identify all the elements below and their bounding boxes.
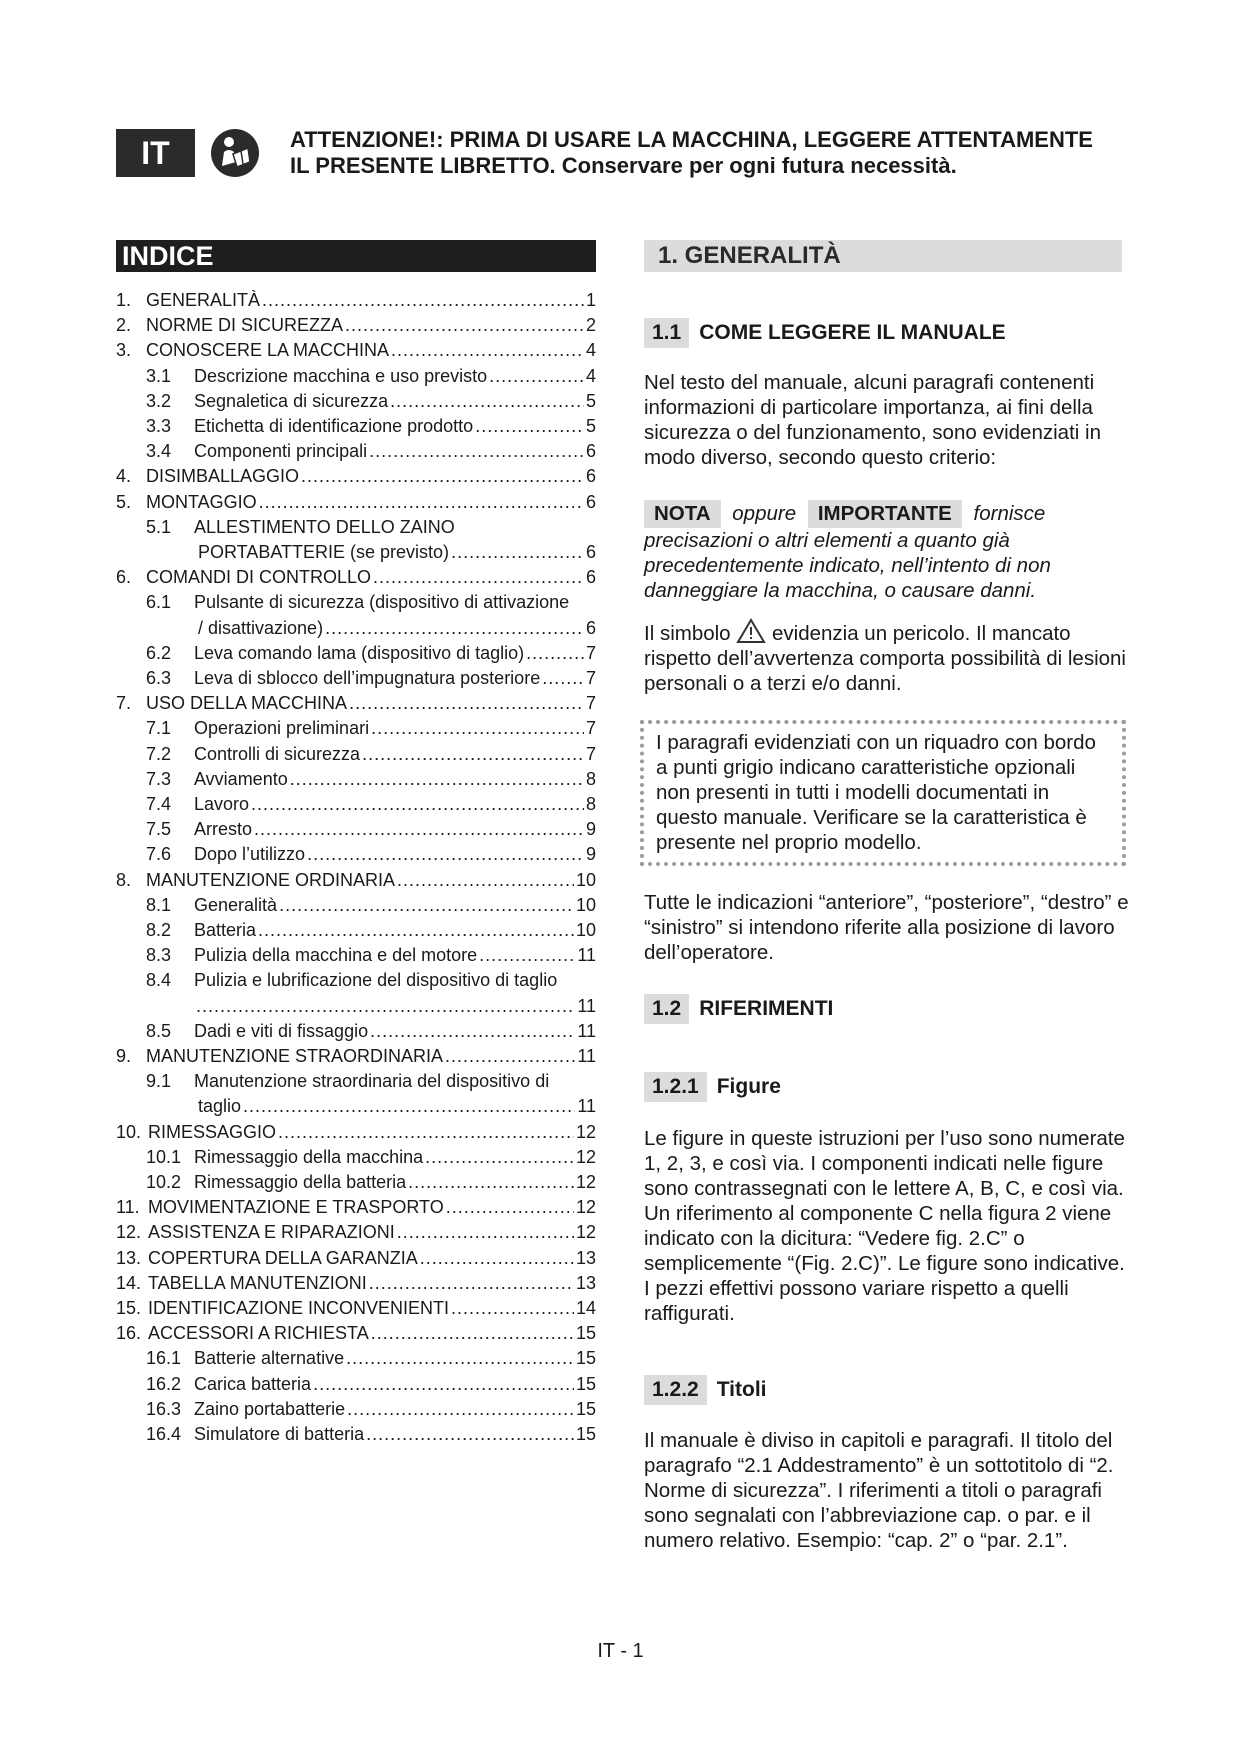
toc-dot-leader (391, 338, 584, 362)
toc-entry (116, 1422, 596, 1446)
toc-entry-title: GENERALITÀ (146, 290, 261, 310)
index-title: INDICE (116, 240, 596, 272)
toc-entry-page: 9 (585, 819, 596, 840)
toc-entry-title: IDENTIFICAZIONE INCONVENIENTI (148, 1298, 450, 1318)
toc-entry (116, 666, 596, 690)
toc-entry-number: 10.2 (146, 1172, 182, 1192)
subsection-title: RIFERIMENTI (699, 997, 834, 1020)
subsection-title: Figure (716, 1075, 781, 1098)
toc-entry-page: 12 (575, 1172, 596, 1192)
toc-entry-number: 5. (116, 491, 132, 512)
titles-paragraph: Il manuale è diviso in capitoli e paragrafi. Il titolo del paragrafo “2.1 Addestramento” è un sottotitolo di “2. Norme di sicurezza”. I riferimenti a titoli o paragrafi sono segnalati con l’abbreviazione cap. o par. e il numero relativo. Esempio: “cap. 2” o “par. 2.1”. (644, 1429, 1114, 1552)
symbol-text-before: Il simbolo (644, 622, 731, 645)
toc-entry-title: MANUTENZIONE STRAORDINARIA (146, 1046, 444, 1066)
warning-symbol-paragraph (644, 618, 1134, 696)
toc-entry-number: 16.2 (146, 1373, 182, 1394)
oppure-text: oppure (732, 502, 797, 525)
warning-triangle-icon (736, 618, 766, 644)
toc-entry (116, 943, 596, 967)
warning-line-2: IL PRESENTE LIBRETTO. Conservare per ogni futura necessità. (290, 153, 957, 178)
toc-entry-number: 12. (116, 1222, 142, 1243)
toc-dot-leader (196, 994, 575, 1018)
toc-entry-number: 1. (116, 290, 132, 310)
toc-entry-title: Pulizia e lubrificazione del dispositivo di taglio (194, 970, 558, 991)
toc-entry-page: 6 (585, 617, 596, 638)
toc-entry-title: Leva comando lama (dispositivo di taglio) (194, 642, 525, 663)
toc-dot-leader (420, 1246, 574, 1270)
toc-entry-page: 15 (575, 1424, 596, 1444)
toc-dot-leader (366, 1422, 574, 1446)
toc-entry-number: 10.1 (146, 1146, 182, 1167)
toc-entry-title: Dopo l’utilizzo (194, 844, 306, 865)
toc-entry-page: 15 (575, 1398, 596, 1419)
subsection-number: 1.2 (644, 994, 689, 1024)
subsection-heading-1-2 (644, 994, 833, 1024)
toc-entry-title: COPERTURA DELLA GARANZIA (148, 1247, 418, 1268)
toc-dot-leader (542, 666, 584, 690)
toc-entry-number: 7.5 (146, 819, 172, 840)
toc-entry-page: 7 (585, 693, 596, 714)
toc-entry-number: 7.6 (146, 844, 172, 865)
toc-entry-page: 10 (575, 894, 596, 915)
toc-entry (116, 338, 596, 362)
directions-paragraph: Tutte le indicazioni “anteriore”, “posteriore”, “destro” e “sinistro” si intendono riferite alla posizione di lavoro dell’operatore. (644, 891, 1129, 964)
toc-entry (116, 691, 596, 715)
toc-dot-leader (390, 389, 584, 413)
toc-entry-number: 7.3 (146, 768, 172, 789)
toc-entry (116, 364, 596, 388)
toc-entry-number: 11. (116, 1197, 140, 1218)
toc-entry-number: 7. (116, 693, 132, 714)
toc-entry-page: 6 (585, 567, 596, 588)
toc-entry (116, 464, 596, 488)
nota-importante-block (644, 500, 1134, 603)
toc-entry-number: 6.3 (146, 668, 172, 688)
toc-entry (116, 1145, 596, 1169)
toc-entry-number: 3. (116, 340, 132, 361)
importante-tag: IMPORTANTE (808, 500, 962, 528)
toc-entry-page: 11 (577, 1046, 596, 1066)
toc-entry-page: 13 (575, 1247, 596, 1268)
toc-entry-page: 11 (577, 1096, 596, 1117)
figures-paragraph: Le figure in queste istruzioni per l’uso sono numerate 1, 2, 3, e così via. I componenti indicati nelle figure sono contrassegnati con le lettere A, B, C, e così via. Un riferimento al componente C nella figura 2 viene indicato con la dicitura: “Vedere fig. 2.C” o semplicemente “(Fig. 2.C)”. Le figure sono indicative. I pezzi effettivi possono variare rispetto a quelli raffigurati. (644, 1127, 1125, 1325)
toc-entry-page: 10 (575, 920, 596, 940)
toc-entry (116, 968, 596, 992)
toc-dot-leader (489, 364, 584, 388)
toc-entry-page: 9 (585, 844, 596, 865)
toc-entry-page: 14 (575, 1298, 596, 1318)
toc-entry-number: 2. (116, 315, 132, 336)
toc-entry-page: 11 (577, 945, 596, 966)
toc-entry (116, 490, 596, 514)
toc-dot-leader (425, 1145, 574, 1169)
toc-entry-title: Rimessaggio della batteria (194, 1172, 407, 1192)
toc-entry-title: USO DELLA MACCHINA (146, 693, 348, 714)
toc-dot-leader (345, 313, 584, 337)
toc-entry-title: CONOSCERE LA MACCHINA (146, 340, 390, 361)
toc-dot-leader (397, 868, 574, 892)
toc-entry (116, 1321, 596, 1345)
subsection-heading-1-2-1 (644, 1072, 781, 1102)
toc-entry (116, 817, 596, 841)
toc-entry-page: 4 (585, 340, 596, 361)
toc-entry-page: 6 (585, 466, 596, 487)
toc-entry-title: DISIMBALLAGGIO (146, 466, 300, 487)
toc-dot-leader (243, 1094, 575, 1118)
toc-dot-leader (307, 842, 584, 866)
toc-entry-title: Generalità (194, 894, 278, 915)
toc-entry (116, 1170, 596, 1194)
toc-entry-page: 6 (585, 491, 596, 512)
subsection-title: COME LEGGERE IL MANUALE (699, 321, 1006, 344)
toc-dot-leader (479, 943, 575, 967)
toc-entry-number: 8.5 (146, 1020, 172, 1041)
toc-entry (116, 994, 596, 1018)
toc-entry-title: Manutenzione straordinaria del dispositivo di (194, 1071, 550, 1092)
toc-entry-title: MONTAGGIO (146, 491, 257, 512)
toc-entry-title: Lavoro (194, 794, 250, 814)
toc-entry (116, 1246, 596, 1270)
fornisce-text: fornisce (973, 502, 1046, 525)
nota-tag: NOTA (644, 500, 721, 528)
subsection-heading-1-2-2 (644, 1375, 767, 1405)
toc-dot-leader (254, 817, 584, 841)
toc-entry-title: COMANDI DI CONTROLLO (146, 567, 372, 588)
toc-entry (116, 716, 596, 740)
toc-dot-leader (279, 893, 574, 917)
toc-entry (116, 439, 596, 463)
toc-entry-number: 16.1 (146, 1348, 182, 1369)
toc-entry-number: 16.4 (146, 1424, 182, 1444)
read-manual-warning (290, 127, 1170, 179)
toc-dot-leader (325, 616, 584, 640)
toc-entry-title: Batteria (194, 920, 257, 940)
toc-entry-title: Arresto (194, 819, 253, 840)
subsection-number: 1.1 (644, 318, 689, 348)
toc-entry (116, 313, 596, 337)
toc-entry-page: 2 (585, 315, 596, 336)
toc-dot-leader (370, 1019, 575, 1043)
toc-entry-page: 12 (575, 1146, 596, 1167)
toc-entry-page: 7 (585, 642, 596, 663)
toc-entry-title: Carica batteria (194, 1373, 312, 1394)
toc-dot-leader (278, 1120, 574, 1144)
toc-entry-number: 6. (116, 567, 132, 588)
toc-dot-leader (346, 1346, 574, 1370)
toc-dot-leader (446, 1195, 574, 1219)
toc-dot-leader (258, 918, 574, 942)
subsection-title: Titoli (716, 1378, 767, 1401)
toc-entry-page: 12 (575, 1222, 596, 1243)
toc-entry-title: ASSISTENZA E RIPARAZIONI (148, 1222, 395, 1243)
toc-dot-leader (445, 1044, 575, 1068)
toc-entry-page: 13 (575, 1272, 596, 1293)
symbol-text-after: evidenzia un pericolo. Il mancato rispetto dell’avvertenza comporta possibilità di lesioni personali o a terzi e/o danni. (644, 622, 1126, 695)
toc-entry-title: Simulatore di batteria (194, 1424, 365, 1444)
toc-entry-title: Dadi e viti di fissaggio (194, 1020, 369, 1041)
toc-entry (116, 1044, 596, 1068)
toc-entry-title: Segnaletica di sicurezza (194, 390, 389, 411)
toc-entry-number: 4. (116, 466, 132, 487)
toc-entry-number: 8.1 (146, 894, 172, 915)
toc-dot-leader (347, 1397, 574, 1421)
toc-entry (116, 1094, 596, 1118)
toc-entry-number: 8.2 (146, 920, 172, 940)
toc-dot-leader (369, 439, 584, 463)
toc-entry-number: 7.2 (146, 743, 172, 764)
toc-entry (116, 515, 596, 539)
toc-dot-leader (259, 490, 584, 514)
subsection-heading-1-1 (644, 318, 1006, 348)
subsection-number: 1.2.1 (644, 1072, 707, 1102)
toc-entry (116, 918, 596, 942)
toc-entry-title: Rimessaggio della macchina (194, 1146, 424, 1167)
toc-dot-leader (373, 565, 584, 589)
toc-entry-page: 7 (585, 668, 596, 688)
toc-entry-page: 1 (585, 290, 596, 310)
toc-entry-title: ACCESSORI A RICHIESTA (148, 1323, 369, 1344)
toc-entry-number: 6.1 (146, 592, 172, 613)
toc-entry-number: 3.1 (146, 365, 172, 386)
toc-dot-leader (408, 1170, 574, 1194)
toc-entry (116, 1271, 596, 1295)
toc-entry-page: 11 (577, 995, 596, 1016)
page-number: IT - 1 (597, 1640, 644, 1662)
toc-entry-title: Leva di sblocco dell’impugnatura posteriore (194, 668, 541, 688)
toc-entry-title: TABELLA MANUTENZIONI (148, 1272, 367, 1293)
toc-entry (116, 565, 596, 589)
read-manual-icon (210, 128, 260, 178)
toc-dot-leader (301, 464, 584, 488)
toc-entry (116, 540, 596, 564)
toc-dot-leader (451, 1296, 574, 1320)
toc-entry (116, 1120, 596, 1144)
toc-entry (116, 1372, 596, 1396)
toc-entry-number: 7.4 (146, 794, 172, 814)
toc-entry-number: 15. (116, 1298, 142, 1318)
toc-entry-page: 5 (585, 390, 596, 411)
toc-entry-page: 7 (585, 743, 596, 764)
toc-entry (116, 1296, 596, 1320)
toc-entry-page: 10 (575, 869, 596, 890)
toc-entry-number: 8. (116, 869, 132, 890)
toc-entry-title: Pulizia della macchina e del motore (194, 945, 478, 966)
toc-entry (116, 1397, 596, 1421)
toc-entry (116, 893, 596, 917)
section-title-generalita: 1. GENERALITÀ (644, 240, 1122, 272)
toc-entry (116, 590, 596, 614)
nota-description: precisazioni o altri elementi a quanto già precedentemente indicato, nell’intento di non danneggiare la macchina, o causare danni. (644, 529, 1051, 602)
toc-entry (116, 792, 596, 816)
toc-dot-leader (349, 691, 584, 715)
toc-entry (116, 641, 596, 665)
toc-entry-number: 5.1 (146, 516, 172, 537)
toc-entry-number: 3.4 (146, 441, 172, 462)
toc-entry-title: Batterie alternative (194, 1348, 345, 1369)
toc-entry-title: Componenti principali (194, 441, 368, 462)
toc-entry-title: Pulsante di sicurezza (dispositivo di attivazione (194, 592, 570, 613)
toc-dot-leader (526, 641, 584, 665)
warning-line-1: ATTENZIONE!: PRIMA DI USARE LA MACCHINA, LEGGERE ATTENTAMENTE (290, 127, 1093, 152)
toc-entry-number: 10. (116, 1121, 142, 1142)
toc-entry-title: MANUTENZIONE ORDINARIA (146, 869, 396, 890)
toc-dot-leader (451, 540, 584, 564)
toc-entry-title: ALLESTIMENTO DELLO ZAINO (194, 516, 455, 537)
toc-dot-leader (371, 716, 584, 740)
toc-entry (116, 414, 596, 438)
toc-entry-page: 11 (577, 1020, 596, 1041)
toc-entry-number: 14. (116, 1272, 142, 1293)
toc-dot-leader (371, 1321, 574, 1345)
toc-entry (116, 1019, 596, 1043)
toc-dot-leader (290, 767, 584, 791)
toc-entry (116, 868, 596, 892)
toc-entry-title: MOVIMENTAZIONE E TRASPORTO (148, 1197, 444, 1218)
toc-entry-page: 6 (585, 441, 596, 462)
toc-entry-page: 15 (575, 1373, 596, 1394)
toc-entry (116, 389, 596, 413)
toc-entry-title: RIMESSAGGIO (148, 1121, 277, 1142)
toc-entry-title: Etichetta di identificazione prodotto (194, 416, 474, 436)
toc-entry-title: Avviamento (194, 768, 288, 789)
toc-dot-leader (369, 1271, 574, 1295)
toc-entry-number: 3.2 (146, 390, 172, 411)
toc-entry (116, 1069, 596, 1093)
toc-dot-leader (251, 792, 584, 816)
optional-features-text: I paragrafi evidenziati con un riquadro con bordo a punti grigio indicano caratteristiche opzionali non presenti in tutti i modelli documentati in questo manuale. Verificare se la caratteristica è presente nel proprio modello. (656, 731, 1096, 854)
toc-entry (116, 1346, 596, 1370)
toc-dot-leader (475, 414, 584, 438)
toc-entry-page: 15 (575, 1323, 596, 1344)
toc-entry-page: 8 (585, 768, 596, 789)
toc-entry-title: taglio (198, 1096, 242, 1117)
toc-entry (116, 1220, 596, 1244)
toc-entry-title: Operazioni preliminari (194, 718, 370, 739)
toc-entry-number: 6.2 (146, 642, 172, 663)
toc-entry-page: 5 (585, 416, 596, 436)
toc-entry-number: 8.3 (146, 945, 172, 966)
toc-dot-leader (362, 742, 584, 766)
optional-features-box (640, 720, 1126, 866)
language-badge: IT (116, 129, 195, 177)
toc-entry-page: 8 (585, 794, 596, 814)
toc-entry-number: 16. (116, 1323, 142, 1344)
toc-entry-title: NORME DI SICUREZZA (146, 315, 344, 336)
intro-paragraph: Nel testo del manuale, alcuni paragrafi contenenti informazioni di particolare importanza, ai fini della sicurezza o del funzionamento, sono evidenziati in modo diverso, secondo questo criterio: (644, 371, 1101, 469)
toc-entry-title: Controlli di sicurezza (194, 743, 361, 764)
toc-entry (116, 1195, 596, 1219)
toc-entry-title: PORTABATTERIE (se previsto) (198, 542, 450, 562)
toc-entry-number: 9.1 (146, 1071, 172, 1092)
toc-entry-page: 6 (585, 542, 596, 562)
toc-entry-title: / disattivazione) (198, 617, 324, 638)
toc-entry-page: 12 (575, 1121, 596, 1142)
toc-entry-number: 8.4 (146, 970, 172, 991)
toc-entry-number: 3.3 (146, 416, 172, 436)
toc-entry-number: 13. (116, 1247, 142, 1268)
toc-entry (116, 288, 596, 312)
toc-entry (116, 842, 596, 866)
toc-entry-title: Descrizione macchina e uso previsto (194, 365, 488, 386)
toc-entry (116, 767, 596, 791)
toc-entry-page: 4 (585, 365, 596, 386)
toc-entry (116, 616, 596, 640)
toc-entry-page: 12 (575, 1197, 596, 1218)
toc-dot-leader (313, 1372, 574, 1396)
toc-dot-leader (262, 288, 584, 312)
toc-entry-title: Zaino portabatterie (194, 1398, 346, 1419)
toc-entry-number: 16.3 (146, 1398, 182, 1419)
toc-entry-page: 15 (575, 1348, 596, 1369)
toc-entry-number: 9. (116, 1046, 132, 1066)
toc-entry-page: 7 (585, 718, 596, 739)
toc-entry (116, 742, 596, 766)
toc-dot-leader (397, 1220, 574, 1244)
subsection-number: 1.2.2 (644, 1375, 707, 1405)
toc-entry-number: 7.1 (146, 718, 172, 739)
